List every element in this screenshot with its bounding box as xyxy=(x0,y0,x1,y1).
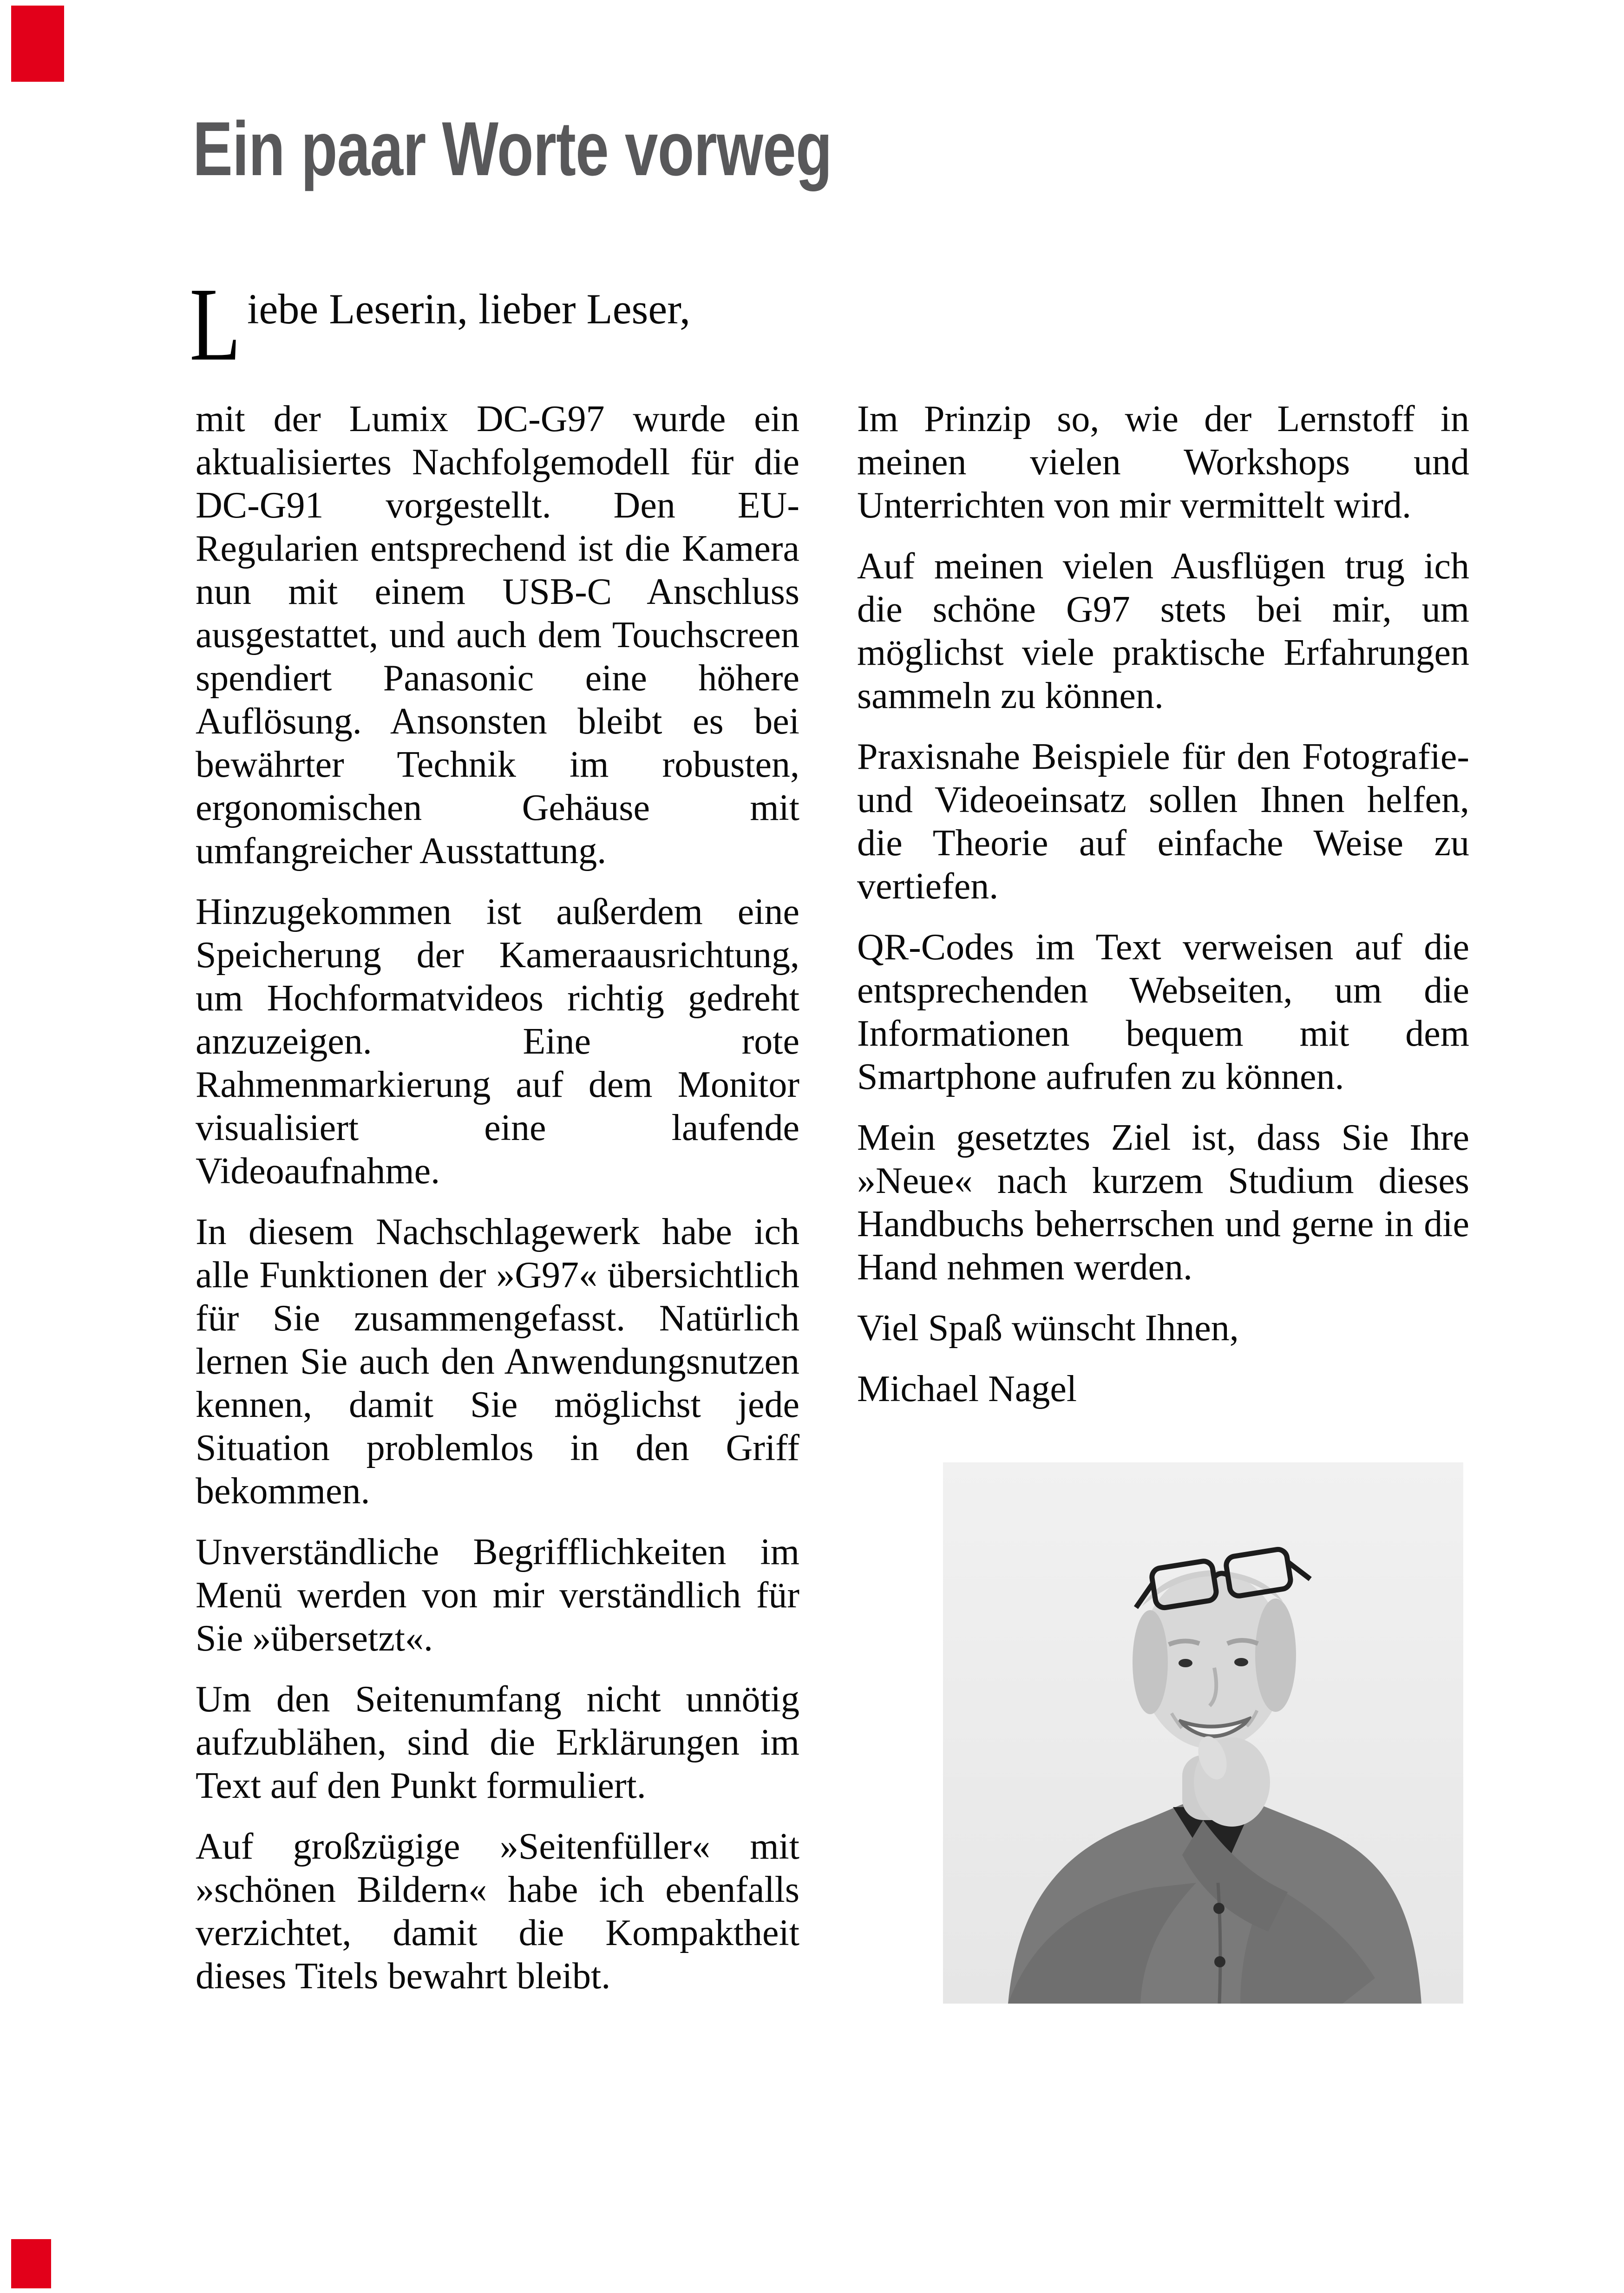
author-signature: Michael Nagel xyxy=(857,1369,1077,1409)
paragraph: Auf großzügige »Seitenfüller« mit »schönen Bildern« habe ich ebenfalls verzichtet, damit die Kompaktheit dieses Titels bewahrt bleibt. xyxy=(196,1826,799,1997)
paragraph: Mein gesetztes Ziel ist, dass Sie Ihre »Neue« nach kurzem Studium dieses Handbuchs beherrschen und gerne in die Hand nehmen werden. xyxy=(857,1117,1469,1288)
text-column-right xyxy=(857,398,1469,1428)
paragraph: Auf meinen vielen Ausflügen trug ich die schöne G97 stets bei mir, um möglichst viele praktische Erfahrungen sammeln zu können. xyxy=(857,546,1469,716)
drop-cap-letter: L xyxy=(190,266,241,382)
paragraph: QR-Codes im Text verweisen auf die entsprechenden Webseiten, um die Informationen bequem mit dem Smartphone aufrufen zu können. xyxy=(857,927,1469,1097)
paragraph: Unverständliche Begrifflichkeiten im Menü werden von mir verständlich für Sie »übersetzt«. xyxy=(196,1532,799,1659)
paragraph: Praxisnahe Beispiele für den Fotografie- und Videoeinsatz sollen Ihnen helfen, die Theorie auf einfache Weise zu vertiefen. xyxy=(857,736,1469,907)
page-title: Ein paar Worte vorweg xyxy=(193,106,832,191)
paragraph: Hinzugekommen ist außerdem eine Speicherung der Kameraausrichtung, um Hochformatvideos richtig gedreht anzuzeigen. Eine rote Rahmenmarkierung auf dem Monitor visualisiert eine laufende Videoaufnahme. xyxy=(196,891,799,1192)
chapter-tab-top-mark xyxy=(11,6,64,82)
portrait-illustration xyxy=(943,1462,1463,2004)
paragraph: In diesem Nachschlagewerk habe ich alle Funktionen der »G97« übersichtlich für Sie zusammengefasst. Natürlich lernen Sie auch den Anwendungsnutzen kennen, damit Sie möglichst jede Situation problemlos in den Griff bekommen. xyxy=(196,1212,799,1512)
paragraph: Im Prinzip so, wie der Lernstoff in meinen vielen Workshops und Unterrichten von mir vermittelt wird. xyxy=(857,399,1469,526)
text-column-left xyxy=(196,398,799,2016)
paragraph: Um den Seitenumfang nicht unnötig aufzublähen, sind die Erklärungen im Text auf den Punkt formuliert. xyxy=(196,1679,799,1806)
greeting-line: iebe Leserin, lieber Leser, xyxy=(247,285,691,333)
paragraph: mit der Lumix DC-G97 wurde ein aktualisiertes Nachfolgemodell für die DC-G91 vorgestellt. Den EU-Regularien entsprechend ist die Kamera nun mit einem USB-C Anschluss ausgestattet, und auch dem Touchscreen spendiert Panasonic eine höhere Auflösung. Ansonsten bleibt es bei bewährter Technik im robusten, ergonomischen Gehäuse mit umfangreicher Ausstattung. xyxy=(196,399,799,871)
author-portrait-photo xyxy=(943,1462,1463,2004)
chapter-tab-bottom-mark xyxy=(11,2239,51,2288)
closing-line: Viel Spaß wünscht Ihnen, xyxy=(857,1308,1239,1349)
